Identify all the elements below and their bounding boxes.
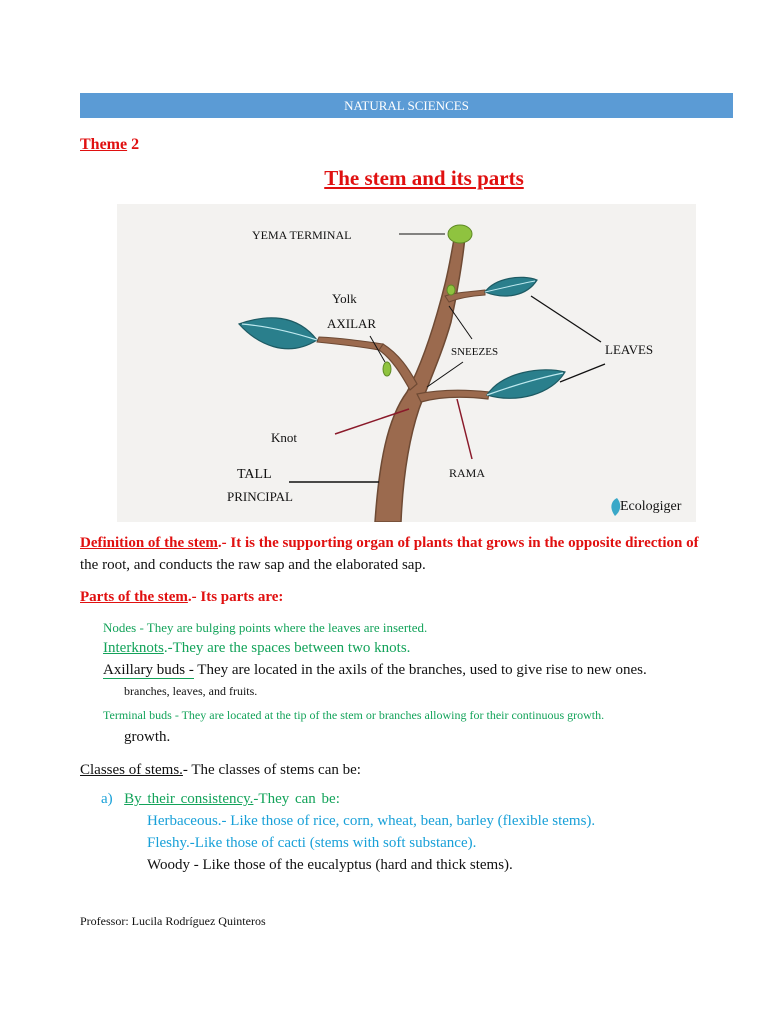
part-continuation: branches, leaves, and fruits. [124, 684, 258, 698]
consistency-subheading [101, 791, 340, 808]
part-text: They are located at the tip of the stem or branches allowing for their continuous growth. [178, 708, 605, 722]
classes-heading-rest: - The classes of stems can be: [182, 762, 361, 778]
class-text: Woody - Like those of the eucalyptus (hard and thick stems). [147, 857, 513, 873]
leaf-left [239, 318, 317, 349]
leaf-upper-right [485, 277, 537, 296]
label-tall: TALL [237, 467, 272, 482]
left-twig [317, 337, 383, 350]
parts-heading-rest: .- Its parts are: [187, 589, 284, 605]
theme-label: Theme [80, 136, 128, 153]
label-principal: PRINCIPAL [227, 489, 293, 504]
part-term: Axillary buds - [103, 662, 194, 678]
footer-professor: Professor: Lucila Rodríguez Quinteros [80, 914, 266, 928]
definition-line1 [80, 532, 699, 554]
definition-line2: the root, and conducts the raw sap and the elaborated sap. [80, 557, 426, 573]
class-text: Herbaceous.- Like those of rice, corn, wheat, bean, barley (flexible stems). [147, 813, 596, 829]
label-yema-terminal: YEMA TERMINAL [252, 228, 352, 242]
theme-heading [80, 136, 139, 154]
right-branch [417, 390, 489, 402]
stem-diagram [117, 204, 696, 522]
page-title: The stem and its parts [324, 166, 524, 190]
part-text: They are located in the axils of the branches, used to give rise to new ones. [193, 662, 647, 678]
classes-heading-term: Classes of stems. [80, 762, 183, 778]
parts-heading [80, 586, 283, 608]
list-item [103, 620, 427, 636]
part-term: Nodes - [103, 620, 144, 635]
section-banner: NATURAL SCIENCES [80, 93, 733, 118]
list-item [103, 662, 647, 679]
parts-heading-term: Parts of the stem [80, 589, 188, 605]
label-rama: RAMA [449, 466, 486, 480]
list-item [147, 813, 595, 830]
list-item [103, 640, 410, 657]
label-axilar: AXILAR [327, 316, 377, 331]
label-sneezes: SNEEZES [451, 346, 499, 358]
label-leaves: LEAVES [605, 342, 654, 357]
label-knot: Knot [271, 430, 297, 445]
sub-text: -They can be: [253, 791, 340, 807]
part-continuation: growth. [124, 729, 171, 745]
part-text: .-They are the spaces between two knots. [163, 640, 411, 656]
sub-term: By their consistency. [124, 791, 254, 807]
definition-term: Definition of the stem [80, 535, 218, 551]
part-term: Terminal buds - [103, 708, 179, 722]
sub-marker: a) [101, 791, 113, 807]
part-term: Interknots [103, 640, 164, 656]
definition-text: .- It is the supporting organ of plants that grows in the opposite direction of [217, 535, 699, 551]
label-yolk: Yolk [332, 291, 357, 306]
stem-illustration [117, 204, 696, 522]
axillary-bud [383, 362, 391, 376]
theme-number: 2 [127, 136, 140, 153]
list-item [103, 708, 604, 723]
list-item [147, 857, 513, 874]
part-text: They are bulging points where the leaves are inserted. [143, 620, 428, 635]
list-item [147, 835, 476, 852]
ecologiger-leaf-icon [611, 498, 620, 516]
class-text: Fleshy.-Like those of cacti (stems with soft substance). [147, 835, 477, 851]
classes-heading [80, 759, 361, 781]
watermark: Ecologiger [620, 499, 682, 514]
leaf-lower-right [487, 370, 565, 398]
terminal-bud [448, 225, 472, 243]
